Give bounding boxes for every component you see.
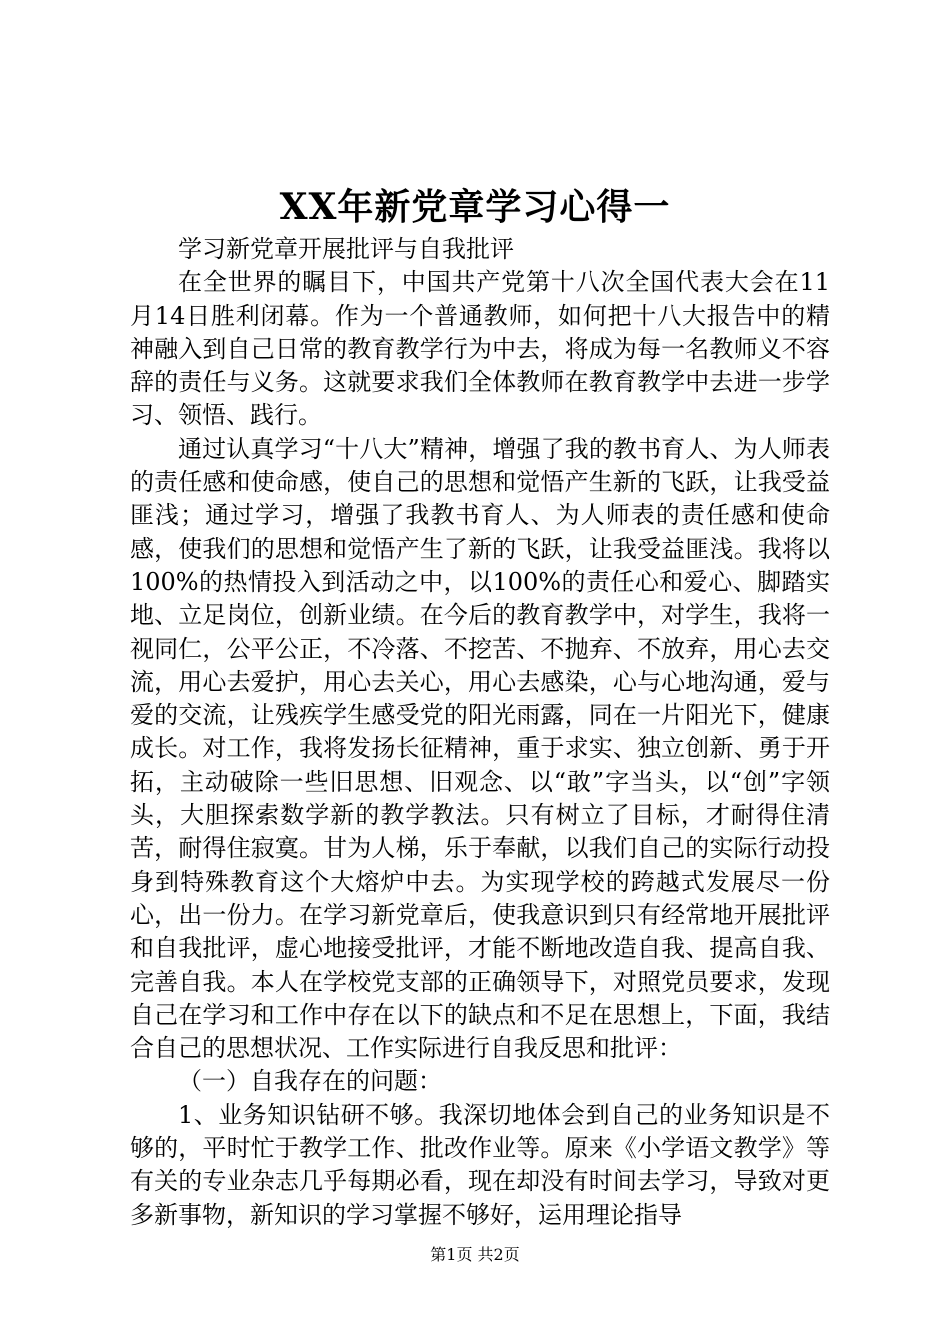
body-paragraph: 1、业务知识钻研不够。我深切地体会到自己的业务知识是不够的，平时忙于教学工作、批改作业等。原来《小学语文教学》等有关的专业杂志几乎每期必看，现在却没有时间去学习，导致对更多新事物，新知识的学习掌握不够好，运用理论指导 [130,1100,830,1229]
page-footer: 第1页 共2页 [430,1245,520,1264]
document-body [130,233,830,1232]
section-heading: （一）自我存在的问题： [178,1067,442,1096]
body-paragraph: 通过认真学习“十八大”精神，增强了我的教书育人、为人师表的责任感和使命感，使自己的思想和觉悟产生新的飞跃，让我受益匪浅；通过学习，增强了我教书育人、为人师表的责任感和使命感，使我们的思想和觉悟产生了新的飞跃，让我受益匪浅。我将以100%的热情投入到活动之中，以100%的责任心和爱心、脚踏实地、立足岗位，创新业绩。在今后的教育教学中，对学生，我将一视同仁，公平公正，不冷落、不挖苦、不抛弃、不放弃，用心去交流，用心去爱护，用心去关心，用心去感染，心与心地沟通，爱与爱的交流，让残疾学生感受党的阳光雨露，同在一片阳光下，健康成长。对工作，我将发扬长征精神，重于求实、独立创新、勇于开拓，主动破除一些旧思想、旧观念、以“敢”字当头，以“创”字领头，大胆探索数学新的教学教法。只有树立了目标，才耐得住清苦，耐得住寂寞。甘为人梯，乐于奉献，以我们自己的实际行动投身到特殊教育这个大熔炉中去。为实现学校的跨越式发展尽一份心，出一份力。在学习新党章后，使我意识到只有经常地开展批评和自我批评，虚心地接受批评，才能不断地改造自我、提高自我、完善自我。本人在学校党支部的正确领导下，对照党员要求，发现自己在学习和工作中存在以下的缺点和不足在思想上，下面，我结合自己的思想状况、工作实际进行自我反思和批评： [130,434,830,1063]
subtitle-paragraph: 学习新党章开展批评与自我批评 [178,235,514,263]
document-title: XX年新党章学习心得一 [279,186,671,228]
body-paragraph: 在全世界的瞩目下，中国共产党第十八次全国代表大会在11月14日胜利闭幕。作为一个普通教师，如何把十八大报告中的精神融入到自己日常的教育教学行为中去，将成为每一名教师义不容辞的责任与义务。这就要求我们全体教师在教育教学中去进一步学习、领悟、践行。 [130,268,830,430]
